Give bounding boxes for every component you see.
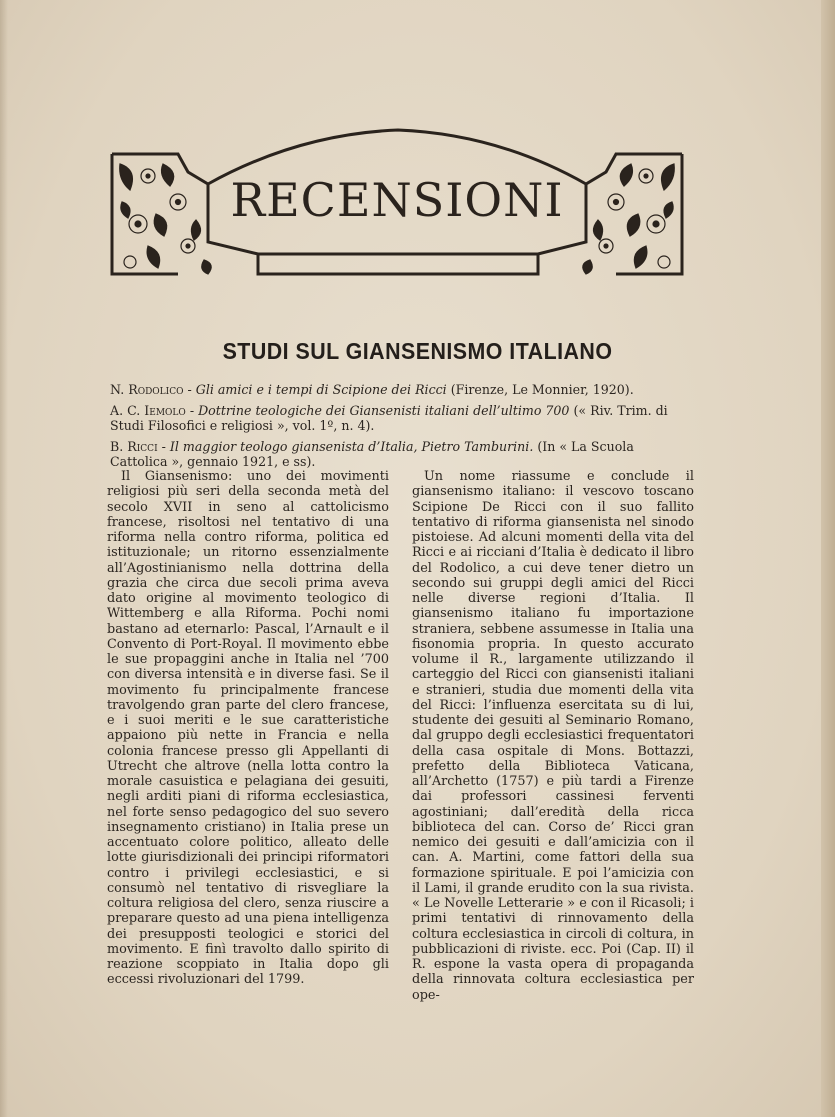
references-list	[110, 382, 690, 475]
banner-title: RECENSIONI	[230, 173, 564, 227]
banner-bottom-ribbon	[258, 254, 538, 274]
reference-details: (In « La Scuola Cattolica », gennaio 1921, e ss).	[110, 439, 634, 469]
reference-author: A. C. Iemolo	[110, 403, 186, 418]
page-left-shadow	[0, 0, 8, 1117]
reference-item: B. Ricci - Il maggior teologo giansenista d’Italia, Pietro Tamburini. (In « La Scuola Cattolica », gennaio 1921, e ss).	[110, 439, 634, 469]
reference-item: N. Rodolico - Gli amici e i tempi di Scipione dei Ricci (Firenze, Le Monnier, 1920).	[110, 382, 634, 397]
body-paragraph: Il Giansenismo: uno dei movimenti religiosi più seri della seconda metà del secolo XVII in seno al cattolicismo francese, risoltosi nel tentativo di una riforma nella contro riforma, politica ed istituzionale; un ritorno essenzialmente all’Agostinianismo nella dottrina della grazia che circa due secoli prima aveva dato origine al movimento teologico di Wittemberg e alla Riforma. Pochi nomi bastano ad eternarlo: Pascal, l’Arnault e il Convento di Port-Royal. Il movimento ebbe le sue propaggini anche in Italia nel ’700 con diversa intensità e in diverse fasi. Se il movimento fu principalmente francese travolgendo gran parte del clero francese, e i suoi meriti e le sue caratteristiche appaiono più nette in Francia e nella colonia francese presso gli Appellanti di Utrecht che altrove (nella lotta contro la morale casuistica e pelagiana dei gesuiti, negli arditi piani di riforma ecclesiastica, nel forte senso pedagogico del suo severo insegnamento cristiano) in Italia prese un accentuato colore politico, alleato delle lotte giurisdizionali dei principi riformatori contro i privilegi ecclesiastici, e si consumò nel tentativo di risvegliare la coltura religiosa del clero, senza riuscire a preparare questo ad una piena intelligenza dei presupposti teologici e storici del movimento. E finì travolto dallo spirito di reazione scoppiato in Italia dopo gli eccessi rivoluzionari del 1799.	[107, 469, 389, 988]
reference-details: (Firenze, Le Monnier, 1920).	[450, 382, 634, 397]
reference-item: A. C. Iemolo - Dottrine teologiche dei Giansenisti italiani dell’ultimo 700 (« Riv. Trim. di Studi Filosofici e religiosi », vol. 1º, n. 4).	[110, 403, 668, 433]
page-right-edge	[821, 0, 835, 1117]
article-title: STUDI SUL GIANSENISMO ITALIANO	[222, 338, 613, 364]
body-column-right	[412, 469, 694, 1003]
body-paragraph: Un nome riassume e conclude il giansenismo italiano: il vescovo toscano Scipione De Ricci con il suo fallito tentativo di riforma giansenista nel sinodo pistoiese. Ad alcuni momenti della vita del Ricci e ai ricciani d’Italia è dedicato il libro del Rodolico, a cui deve tener dietro un secondo sui gruppi degli amici del Ricci nelle diverse regioni d’Italia. Il giansenismo italiano fu importazione straniera, sebbene assumesse in Italia una fisonomia propria. In questo accurato volume il R., largamente utilizzando il carteggio del Ricci con giansenisti italiani e stranieri, studia due momenti della vita del Ricci: l’influenza esercitata su di lui, studente dei gesuiti al Seminario Romano, dal gruppo degli ecclesiastici frequentatori della casa ospitale di Mons. Bottazzi, prefetto della Biblioteca Vaticana, all’Archetto (1757) e più tardi a Firenze dai professori cassinesi ferventi agostiniani; dall’eredità della ricca biblioteca del can. Corso de’ Ricci gran nemico dei gesuiti e dall’amicizia con il can. A. Martini, come fattori della sua formazione spirituale. E poi l’amicizia con il Lami, il grande erudito con la sua rivista. « Le Novelle Letterarie » e con il Ricasoli; i primi tentativi di rinnovamento della coltura ecclesiastica in circoli di coltura, in pubblicazioni di riviste. ecc. Poi (Cap. II) il R. espone la vasta opera di propaganda della rinnovata coltura ecclesiastica per ope-	[412, 469, 694, 1003]
reference-title: Il maggior teologo giansenista d’Italia, Pietro Tamburini.	[169, 439, 534, 454]
reference-author: B. Ricci	[110, 439, 158, 454]
reference-author: N. Rodolico	[110, 382, 184, 397]
section-banner	[108, 124, 686, 286]
banner-illustration	[108, 124, 686, 286]
body-column-left	[107, 469, 389, 988]
reference-title: Gli amici e i tempi di Scipione dei Ricci	[195, 382, 447, 397]
reference-title: Dottrine teologiche dei Giansenisti italiani dell’ultimo 700	[198, 403, 570, 418]
left-floral-decoration	[120, 164, 211, 274]
reference-details: (« Riv. Trim. di Studi Filosofici e religiosi », vol. 1º, n. 4).	[110, 403, 668, 433]
right-floral-decoration	[583, 164, 674, 274]
